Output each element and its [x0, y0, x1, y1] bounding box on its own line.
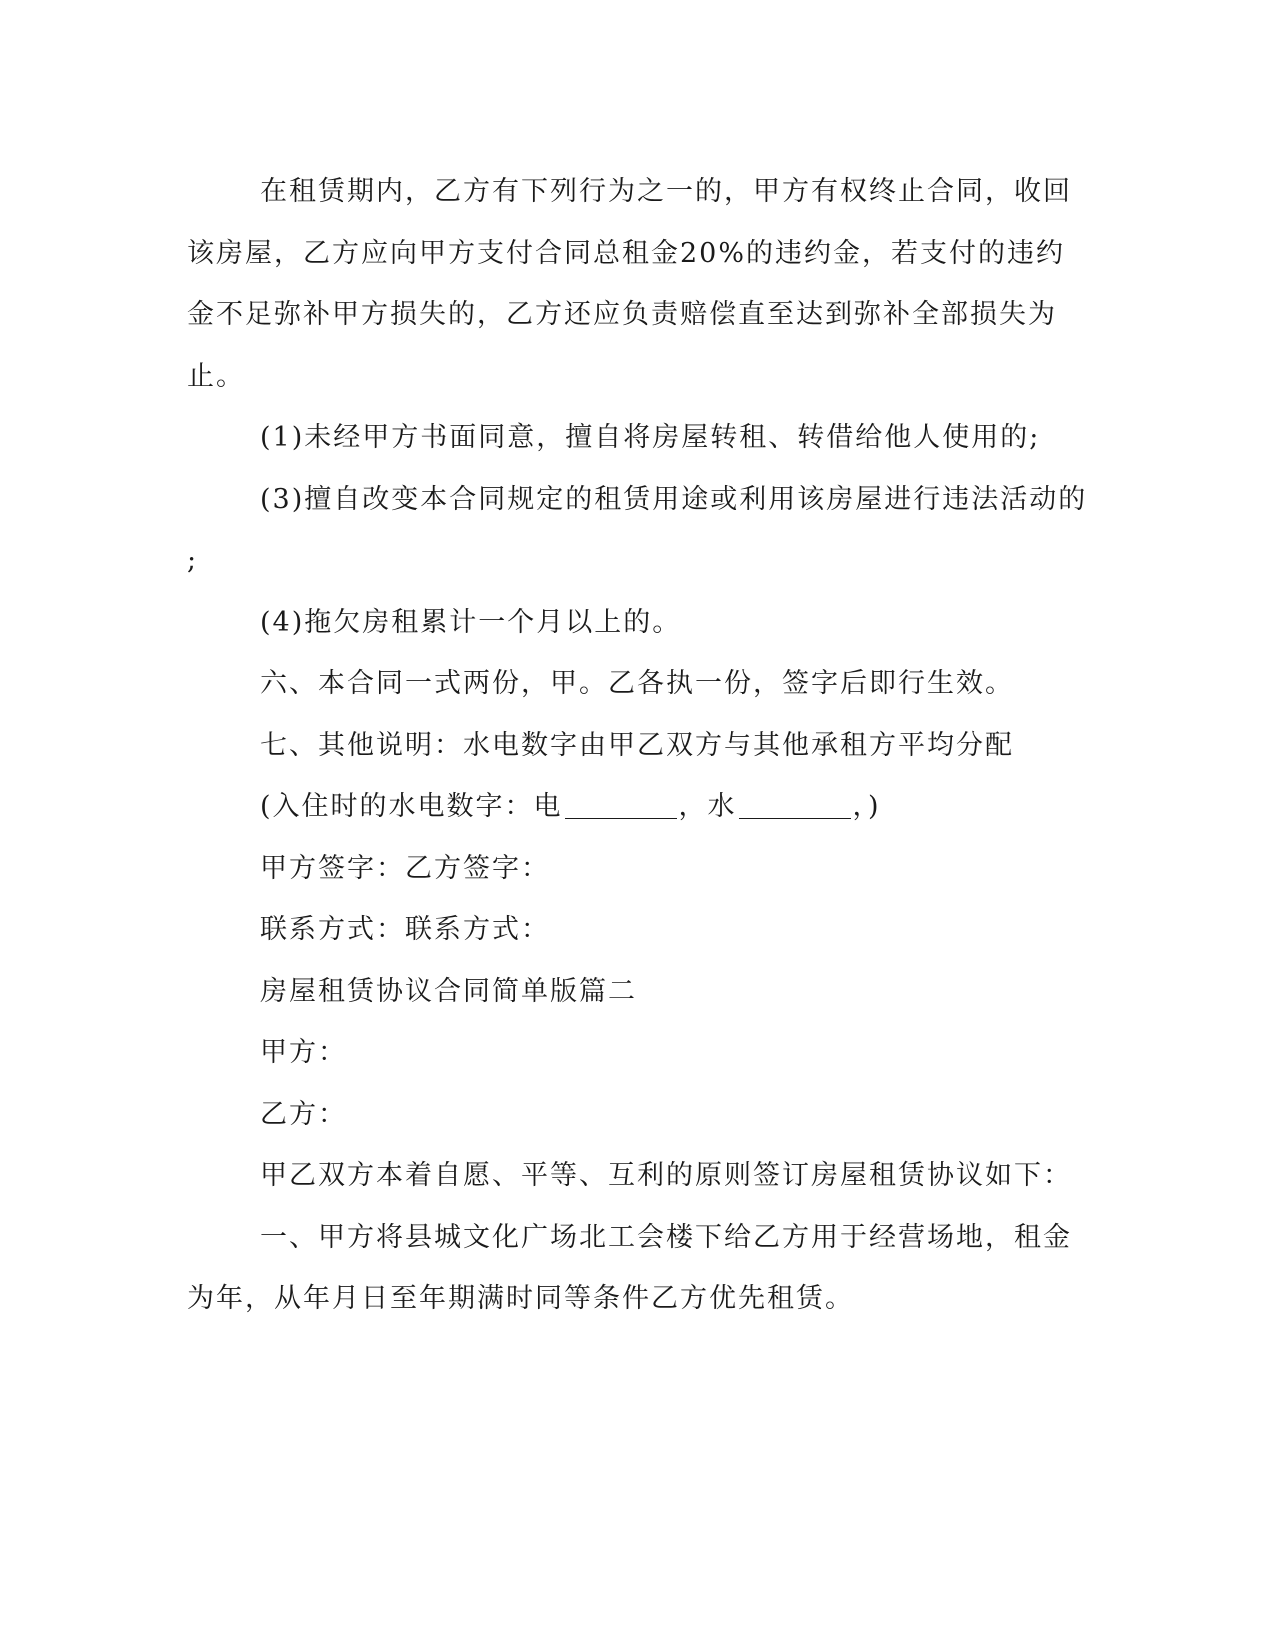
paragraph-line: 在租赁期内，乙方有下列行为之一的，甲方有权终止合同，收回 — [260, 176, 1072, 207]
paragraph-line: 甲乙双方本着自愿、平等、互利的原则签订房屋租赁协议如下： — [260, 1160, 1072, 1191]
paragraph-line: 该房屋，乙方应向甲方支付合同总租金20%的违约金，若支付的违约 — [187, 237, 1066, 269]
list-item: (3)擅自改变本合同规定的租赁用途或利用该房屋进行违法活动的 — [260, 483, 1088, 515]
party-a-line: 甲方： — [260, 1037, 347, 1068]
contact-line: 联系方式：联系方式： — [260, 914, 550, 945]
paragraph-line: 金不足弥补甲方损失的，乙方还应负责赔偿直至达到弥补全部损失为 — [187, 299, 1057, 330]
paragraph-line: 止。 — [187, 360, 245, 392]
meter-reading-line — [187, 776, 1067, 838]
meter-suffix: ，) — [852, 791, 881, 822]
clause-seven: 七、其他说明：水电数字由甲乙双方与其他承租方平均分配 — [260, 729, 1014, 761]
list-item: (1)未经甲方书面同意，擅自将房屋转租、转借给他人使用的; — [260, 422, 1041, 453]
section-title: 房屋租赁协议合同简单版篇二 — [260, 975, 637, 1007]
clause-one: 一、甲方将县城文化广场北工会楼下给乙方用于经营场地，租金 — [260, 1221, 1072, 1253]
party-b-line: 乙方： — [260, 1098, 347, 1130]
list-item: (4)拖欠房租累计一个月以上的。 — [260, 606, 682, 638]
electricity-blank — [565, 790, 677, 819]
document-body — [187, 161, 1088, 1330]
paragraph-line: ; — [187, 545, 199, 576]
paragraph-line: 为年，从年月日至年期满时同等条件乙方优先租赁。 — [187, 1283, 854, 1314]
clause-six: 六、本合同一式两份，甲。乙各执一份，签字后即行生效。 — [260, 668, 1014, 699]
water-blank — [739, 790, 851, 819]
meter-prefix: (入住时的水电数字：电 — [260, 791, 563, 822]
signature-line: 甲方签字：乙方签字： — [260, 852, 550, 884]
meter-middle: ，水 — [678, 791, 737, 822]
